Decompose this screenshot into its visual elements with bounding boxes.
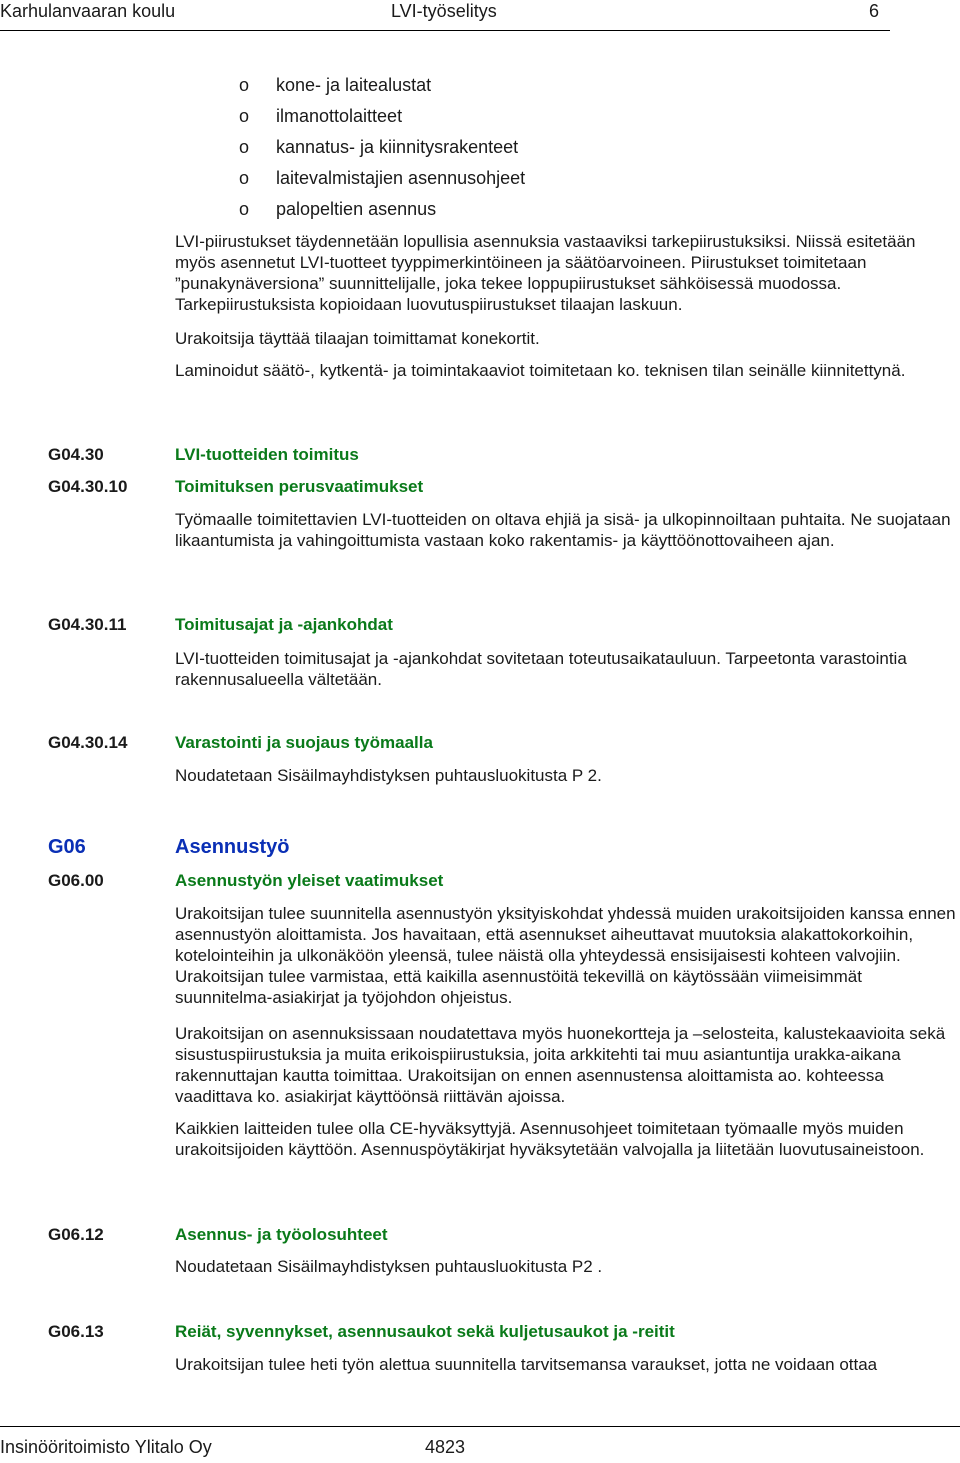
section-code: G06.13 bbox=[48, 1322, 104, 1341]
header-school: Karhulanvaaran koulu bbox=[0, 1, 176, 21]
section-heading: LVI-tuotteiden toimitus bbox=[175, 445, 359, 464]
section-body: Urakoitsijan tulee suunnitella asennustyön yksityiskohdat yhdessä muiden urakoitsijoiden kanssa ennen asennustyön aloittamista. Jos havaitaan, että asennukset aiheuttavat muutoksia alakattokorkoihin, kotelointeihin ja ulkonäköön yleensä, tulee näistä olla yhteydessä ensisijaisesti kohteen valvojiin. Urakoitsijan tulee varmistaa, että kaikilla asennustöitä tekevillä on käytössään viimeisimmät suunnitelma-asiakirjat ja työjohdon ohjeistus. bbox=[175, 904, 956, 1007]
list-item-text: palopeltien asennus bbox=[276, 199, 437, 219]
section-body: Urakoitsijan tulee heti työn alettua suunnitella tarvitsemansa varaukset, jotta ne voidaan ottaa bbox=[175, 1355, 878, 1374]
section-body: Noudatetaan Sisäilmayhdistyksen puhtausluokitusta P 2. bbox=[175, 766, 602, 785]
page-footer bbox=[0, 1426, 960, 1463]
footer-company: Insinööritoimisto Ylitalo Oy bbox=[0, 1437, 212, 1457]
header-document-title: LVI-työselitys bbox=[391, 1, 497, 21]
section-code: G04.30.14 bbox=[48, 733, 128, 752]
bullet-marker: o bbox=[239, 106, 250, 126]
section-body: Työmaalle toimitettavien LVI-tuotteiden on oltava ehjiä ja sisä- ja ulkopinnoiltaan puhtaita. Ne suojataan likaantumista ja vahingoittumista vastaan koko rakentamis- ja käyttöönottovaiheen ajan. bbox=[175, 510, 951, 550]
section-body: Noudatetaan Sisäilmayhdistyksen puhtausluokitusta P2 . bbox=[175, 1257, 603, 1276]
page-header bbox=[0, 0, 890, 31]
section-body: Kaikkien laitteiden tulee olla CE-hyväksyttyjä. Asennusohjeet toimitetaan työmaalle myös muiden urakoitsijoiden käyttöön. Asennuspöytäkirjat hyväksytetään valvojalla ja liitetään luovutusaineistoon. bbox=[175, 1119, 925, 1159]
list-item-text: kannatus- ja kiinnitysrakenteet bbox=[276, 137, 519, 157]
intro-paragraph-diagrams: Laminoidut säätö-, kytkentä- ja toimintakaaviot toimitetaan ko. teknisen tilan seinälle kiinnitettynä. bbox=[175, 361, 906, 380]
section-heading: Reiät, syvennykset, asennusaukot sekä kuljetusaukot ja -reitit bbox=[175, 1322, 675, 1341]
header-page-number: 6 bbox=[869, 1, 880, 21]
intro-paragraph-machine-cards: Urakoitsija täyttää tilaajan toimittamat konekortit. bbox=[175, 329, 540, 348]
list-item-text: kone- ja laitealustat bbox=[276, 75, 432, 95]
list-item-text: laitevalmistajien asennusohjeet bbox=[276, 168, 526, 188]
section-body: LVI-tuotteiden toimitusajat ja -ajankohdat sovitetaan toteutusaikatauluun. Tarpeetonta varastointia rakennusalueella vältetään. bbox=[175, 649, 907, 689]
section-body: Urakoitsijan on asennuksissaan noudatettava myös huonekortteja ja –selosteita, kalustekaavioita sekä sisustuspiirustuksia ja muita erikoispiirustuksia, joita arkkitehti tai muu asiantuntija urakka-aikana rakennuttajan kautta toimittaa. Urakoitsijan on ennen asennustensa aloittamista ao. kohteessa vaadittava ko. asiakirjat käyttöönsä riittävän ajoissa. bbox=[175, 1024, 946, 1106]
section-code: G04.30.10 bbox=[48, 477, 128, 496]
list-item-text: ilmanottolaitteet bbox=[276, 106, 403, 126]
section-heading: Toimitusajat ja -ajankohdat bbox=[175, 615, 393, 634]
section-heading: Varastointi ja suojaus työmaalla bbox=[175, 733, 433, 752]
bullet-marker: o bbox=[239, 75, 250, 95]
section-code: G06.12 bbox=[48, 1225, 104, 1244]
chapter-code: G06 bbox=[48, 836, 86, 858]
section-heading: Asennus- ja työolosuhteet bbox=[175, 1225, 388, 1244]
intro-paragraph-drawings: LVI-piirustukset täydennetään lopullisia asennuksia vastaaviksi tarkepiirustuksiksi. Niissä esitetään myös asennetut LVI-tuotteet tyyppimerkintöineen ja säätöarvoineen. Piirustukset toimitetaan ”punakynäversiona” suunnittelijalle, joka tekee loppupiirustukset sähköisessä muodossa. Tarkepiirustuksista kopioidaan luovutuspiirustukset tilaajan laskuun. bbox=[175, 232, 916, 314]
footer-number: 4823 bbox=[425, 1437, 466, 1457]
section-code: G04.30 bbox=[48, 445, 104, 464]
section-heading: Toimituksen perusvaatimukset bbox=[175, 477, 424, 496]
bullet-marker: o bbox=[239, 199, 250, 219]
section-code: G04.30.11 bbox=[48, 615, 127, 634]
bullet-marker: o bbox=[239, 137, 250, 157]
bullet-marker: o bbox=[239, 168, 250, 188]
section-code: G06.00 bbox=[48, 871, 104, 890]
section-heading: Asennustyön yleiset vaatimukset bbox=[175, 871, 444, 890]
chapter-heading: Asennustyö bbox=[175, 836, 290, 858]
